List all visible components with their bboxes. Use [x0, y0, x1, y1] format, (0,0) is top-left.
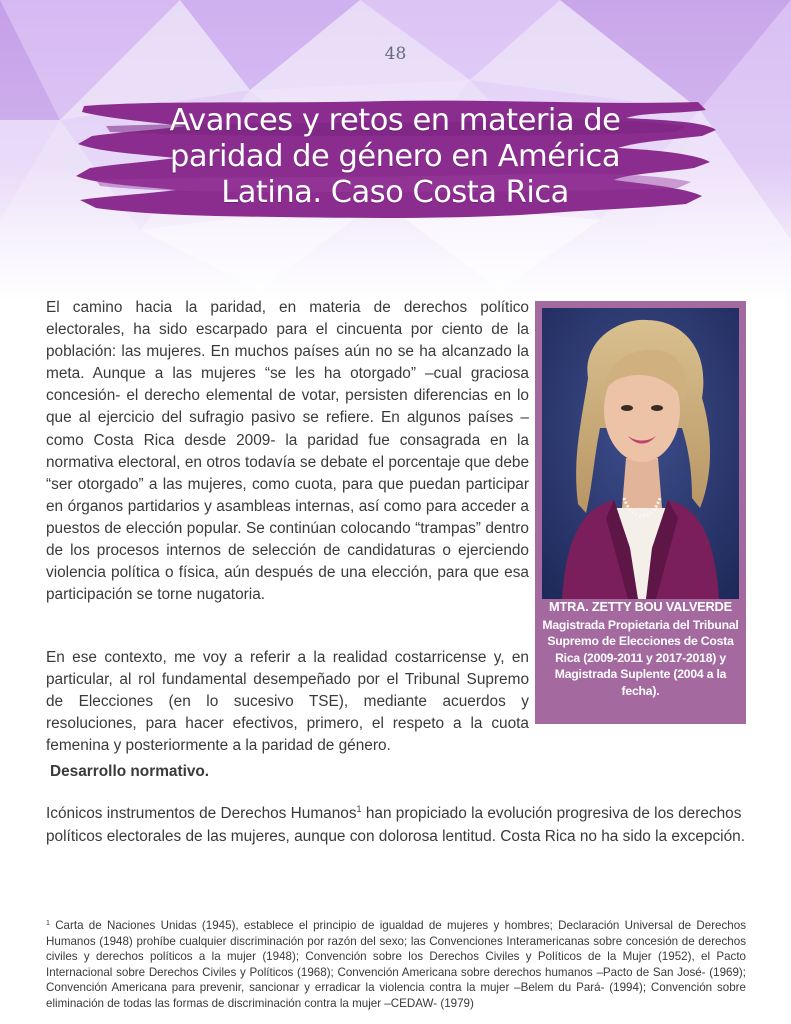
footnote-marker: 1	[46, 920, 50, 927]
author-role: Magistrada Propietaria del Tribunal Supremo de Elecciones de Costa Rica (2009-2011 y 2017-2018) y Magistrada Suplente (2004 a la fecha).	[542, 617, 739, 698]
page-title	[100, 103, 690, 211]
section-paragraph-start: Icónicos instrumentos de Derechos Humanos	[46, 805, 357, 822]
page-number: 48	[384, 44, 407, 64]
section-paragraph	[46, 803, 746, 848]
author-photo-card	[535, 301, 746, 724]
footnote	[46, 918, 746, 1012]
photo-caption	[539, 599, 742, 700]
footnote-text: Carta de Naciones Unidas (1945), establece el principio de igualdad de mujeres y hombres; Declaración Universal de Derechos Humanos (1948) prohíbe cualquier discriminación por razón del sexo; las Convenciones Interamericanas sobre concesión de derechos civiles y derechos políticos a la mujer (1948); Convención sobre los Derechos Civiles y Políticos de la Mujer (1952), el Pacto Internacional sobre Derechos Civiles y Políticos (1968); Convención Americana sobre derechos humanos –Pacto de San José- (1969); Convención Americana para prevenir, sancionar y erradicar la violencia contra la mujer –Belem du Pará- (1994); Convención sobre eliminación de todas las formas de discriminación contra la mujer –CEDAW- (1979)	[46, 919, 746, 1010]
intro-paragraph-1: El camino hacia la paridad, en materia de derechos político electorales, ha sido escarpado para el cincuenta por ciento de la población: las mujeres. En muchos países aún no se ha alcanzado la meta. Aunque a las mujeres “se les ha otorgado” –cual graciosa concesión- el derecho elemental de votar, persisten diferencias en lo que al ejercicio del sufragio pasivo se refiere. En algunos países –como Costa Rica desde 2009- la paridad fue consagrada en la normativa electoral, en otros todavía se debate el porcentaje que debe “ser otorgado” a las mujeres, como cuota, para que puedan participar en órganos partidarios y asambleas internas, así como para acceder a puestos de elección popular. Se continúan colocando “trampas” dentro de los procesos internos de selección de candidaturas o ejerciendo violencia política o física, aún después de una elección, para que esa participación se torne nugatoria.	[46, 299, 529, 604]
title-line-2: paridad de género en América	[169, 139, 621, 174]
title-line-3: Latina. Caso Costa Rica	[221, 175, 569, 210]
author-portrait	[542, 308, 739, 599]
section-paragraph-end: han propiciado la evolución progresiva de los derechos políticos electorales de las mujeres, aunque con dolorosa lentitud. Costa Rica no ha sido la excepción.	[46, 805, 745, 845]
title-line-1: Avances y retos en materia de	[169, 103, 621, 138]
footnote-reference[interactable]: 1	[356, 804, 362, 814]
portrait-image	[542, 308, 739, 599]
intro-paragraph-2: En ese contexto, me voy a referir a la realidad costarricense y, en particular, al rol fundamental desempeñado por el Tribunal Supremo de Elecciones (en lo sucesivo TSE), mediante acuerdos y resoluciones, para hacer efectivos, primero, el respeto a la cuota femenina y posteriormente a la paridad de género.	[46, 649, 529, 755]
section-heading: Desarrollo normativo.	[50, 763, 210, 780]
author-name: MTRA. ZETTY BOU VALVERDE	[549, 599, 732, 614]
